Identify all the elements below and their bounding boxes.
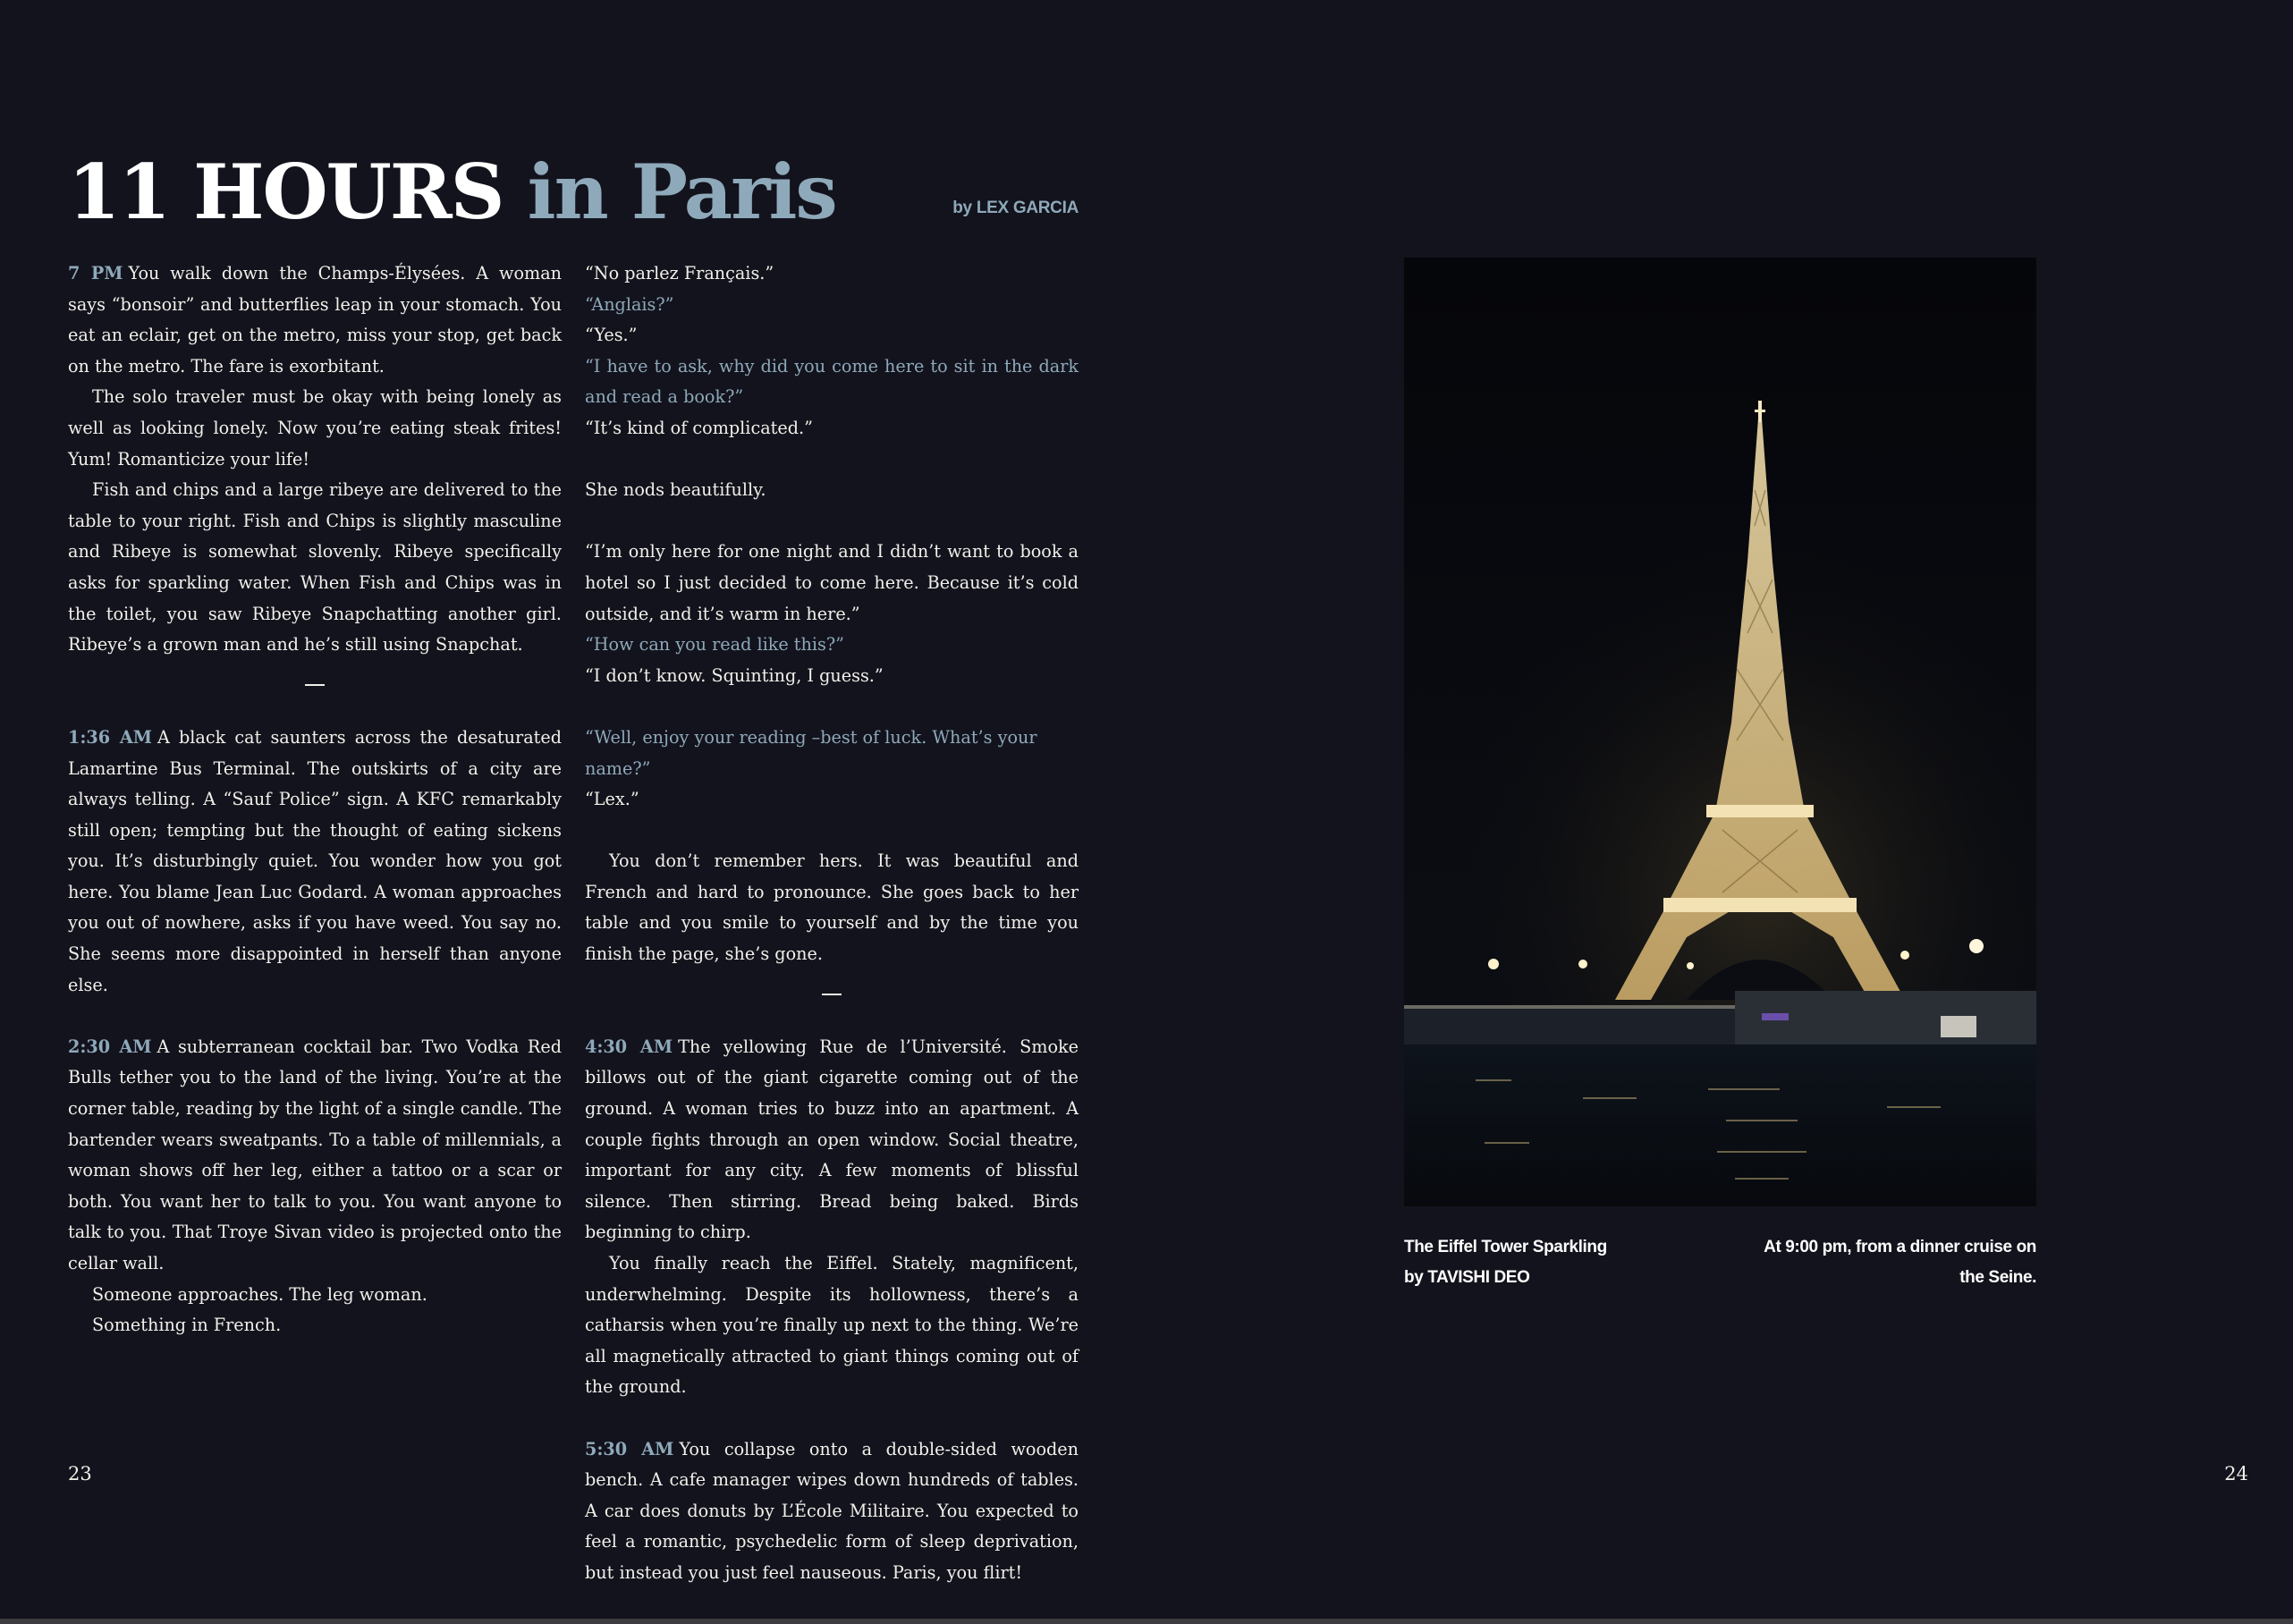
section-divider <box>68 661 562 692</box>
eiffel-tower-icon <box>1404 258 2036 1206</box>
dialogue-line: “I have to ask, why did you come here to sit in the dark and read a book?” <box>585 355 1079 408</box>
paragraph-text: You collapse onto a double-sided wooden bench. A cafe manager wipes down hundreds of tables. A car does donuts by L’École Militaire. You expected to feel a romantic, psychedelic form of sleep deprivation, but instead you just feel nauseous. Paris, you flirt! <box>585 1438 1079 1583</box>
paragraph-text: You walk down the Champs-Élysées. A woman says “bonsoir” and butterflies leap in your stomach. You eat an eclair, get on the metro, miss your stop, get back on the metro. The fare is exorbitant. <box>68 263 563 376</box>
paragraph <box>68 258 562 382</box>
paragraph: You don’t remember hers. It was beautiful and French and hard to pronounce. She goes back to her table and you smile to yourself and by the time you finish the page, she’s gone. <box>585 850 1079 965</box>
paragraph: Someone approaches. The leg woman. <box>92 1283 427 1305</box>
timestamp-136am: 1:36 AM <box>68 726 152 748</box>
dialogue-line: “How can you read like this?” <box>585 634 844 656</box>
page-number-right: 24 <box>2224 1463 2248 1484</box>
caption-credit-name: TAVISHI DEO <box>1427 1268 1530 1287</box>
dialogue-line: “Anglais?” <box>585 293 674 315</box>
byline-author: LEX GARCIA <box>976 199 1079 217</box>
bottom-edge <box>0 1619 2293 1624</box>
timestamp-7pm: 7 PM <box>68 263 123 283</box>
photo-caption-description <box>1764 1232 2036 1293</box>
paragraph-text: A subterranean cocktail bar. Two Vodka Red Bulls tether you to the land of the living. You’re at the corner table, reading by the light of a single candle. The bartender wears sweatpants. To a table of millennials, a woman shows off her leg, either a tattoo or a scar or both. You want her to talk to you. You want anyone to talk to you. That Troye Sivan video is projected onto the cellar wall. <box>68 1036 562 1273</box>
dialogue-line: “I’m only here for one night and I didn’t want to book a hotel so I just decided to come here. Because it’s cold outside, and it’s warm in here.” <box>585 541 1079 624</box>
dialogue-line: “Yes.” <box>585 325 638 346</box>
title-part-1: 11 HOURS <box>68 148 503 236</box>
byline <box>952 199 1079 218</box>
dialogue-line: “Lex.” <box>585 789 639 810</box>
dialogue-line: “No parlez Français.” <box>585 263 774 283</box>
left-text-column <box>68 258 562 1341</box>
paragraph <box>585 1032 1079 1248</box>
paragraph <box>585 1434 1079 1589</box>
photo-caption-title <box>1404 1232 1607 1293</box>
timestamp-430am: 4:30 AM <box>585 1036 673 1057</box>
paragraph: Something in French. <box>92 1315 282 1336</box>
dialogue-line: “Well, enjoy your reading –best of luck. What’s your name?” <box>585 726 1037 779</box>
dialogue-line: “It’s kind of complicated.” <box>585 417 813 438</box>
paragraph: The solo traveler must be okay with being lonely as well as looking lonely. Now you’re eating steak frites! Yum! Romanticize your life! <box>68 386 562 469</box>
article-title <box>68 143 836 241</box>
page-number-left: 23 <box>68 1463 92 1484</box>
section-divider <box>585 970 1079 1002</box>
caption-line: At 9:00 pm, from a dinner cruise on <box>1764 1238 2036 1256</box>
byline-prefix: by <box>952 199 972 217</box>
dialogue-line: “I don’t know. Squinting, I guess.” <box>585 664 884 686</box>
right-text-column <box>585 258 1079 1589</box>
paragraph-text: The yellowing Rue de l’Université. Smoke billows out of the giant cigarette coming out of the ground. A woman tries to buzz into an apartment. A couple fights through an open window. Social theatre, important for any city. A few moments of blissful silence. Then stirring. Bread being baked. Birds beginning to chirp. <box>585 1036 1079 1243</box>
paragraph: Fish and chips and a large ribeye are delivered to the table to your right. Fish and Chips is slightly masculine and Ribeye is somewhat slovenly. Ribeye specifically asks for sparkling water. When Fish and Chips was in the toilet, you saw Ribeye Snapchatting another girl. Ribeye’s a grown man and he’s still using Snapchat. <box>68 479 562 656</box>
paragraph-text: A black cat saunters across the desaturated Lamartine Bus Terminal. The outskirts of a city are always telling. A “Sauf Police” sign. A KFC remarkably still open; tempting but the thought of eating sickens you. It’s disturbingly quiet. You wonder how you got here. You blame Jean Luc Godard. A woman approaches you out of nowhere, asks if you have weed. You say no. She seems more disappointed in herself than anyone else. <box>68 726 562 995</box>
eiffel-tower-photo <box>1404 258 2036 1206</box>
paragraph <box>68 723 562 1001</box>
timestamp-230am: 2:30 AM <box>68 1036 152 1057</box>
caption-line: the Seine. <box>1959 1268 2036 1287</box>
caption-credit <box>1404 1263 1607 1293</box>
timestamp-530am: 5:30 AM <box>585 1438 674 1459</box>
paragraph: You finally reach the Eiffel. Stately, magnificent, underwhelming. Despite its hollowness, there’s a catharsis when you’re finally up next to the thing. We’re all magnetically attracted to giant things coming out of the ground. <box>585 1253 1079 1398</box>
caption-credit-prefix: by <box>1404 1268 1424 1287</box>
title-part-2: in Paris <box>527 148 836 236</box>
paragraph <box>68 1032 562 1280</box>
dialogue-line: She nods beautifully. <box>585 479 766 501</box>
caption-title: The Eiffel Tower Sparkling <box>1404 1238 1607 1256</box>
